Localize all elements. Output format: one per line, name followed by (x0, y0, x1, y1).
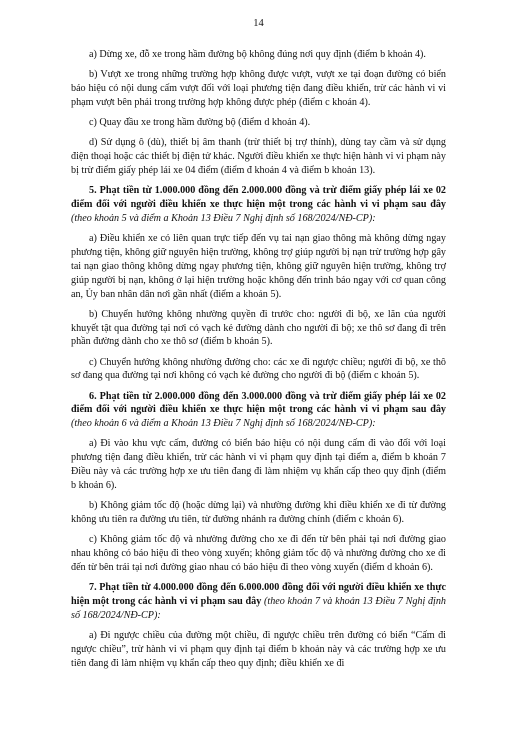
item-4b: b) Vượt xe trong những trường hợp không được vượt, vượt xe tại đoạn đường có biển báo hiệu có nội dung cấm vượt đối với loại phương tiện đang điều khiển, trừ các hành vi vi phạm vượt bên phải trong trường hợp không được phép (điểm c khoản 4). (71, 69, 446, 108)
section-5-heading (71, 184, 446, 226)
item-5b: b) Chuyển hướng không nhường quyền đi trước cho: người đi bộ, xe lăn của người khuyết tật qua đường tại nơi có vạch kẻ đường dành cho người đi bộ; xe thô sơ đang đi trên phần đường dành cho xe thô sơ (điểm b khoản 5). (71, 308, 446, 348)
page-number: 14 (253, 18, 264, 29)
item-5c: c) Chuyển hướng không nhường đường cho: các xe đi ngược chiều; người đi bộ, xe thô sơ đang qua đường tại nơi không có vạch kẻ đường cho người đi bộ (điểm c khoản 5). (71, 356, 446, 382)
item-7a: a) Đi ngược chiều của đường một chiều, đi ngược chiều trên đường có biển “Cấm đi ngược chiều”, trừ hành vi vi phạm quy định tại điểm b khoản này và các trường hợp xe ưu tiên đang đi làm nhiệm vụ khẩn cấp theo quy định; điều khiển xe đi (71, 630, 446, 669)
item-4d: d) Sử dụng ô (dù), thiết bị âm thanh (trừ thiết bị trợ thính), dùng tay cầm và sử dụng điện thoại hoặc các thiết bị điện tử khác. Người điều khiển xe thực hiện hành vi vi phạm này bị trừ điểm giấy phép lái xe 04 điểm (điểm đ khoản 4 và điểm b khoản 13). (71, 137, 446, 176)
item-6b: b) Không giảm tốc độ (hoặc dừng lại) và nhường đường khi điều khiển xe đi từ đường không ưu tiên ra đường ưu tiên, từ đường nhánh ra đường chính (điểm c khoản 6). (71, 500, 446, 526)
section-6-reference: (theo khoản 6 và điểm a Khoản 13 Điều 7 Nghị định số 168/2024/NĐ-CP): (71, 418, 376, 430)
section-5-title: 5. Phạt tiền từ 1.000.000 đồng đến 2.000.000 đồng và trừ điểm giấy phép lái xe 02 điểm đối với người điều khiển xe thực hiện một trong các hành vi vi phạm sau đây (71, 185, 446, 210)
item-6a: a) Đi vào khu vực cấm, đường có biển báo hiệu có nội dung cấm đi vào đối với loại phương tiện đang điều khiển, trừ các hành vi vi phạm quy định tại điểm a, điểm b khoản 7 Điều này và các trường hợp xe ưu tiên đang đi làm nhiệm vụ khẩn cấp theo quy định (điểm b khoản 6). (71, 438, 446, 492)
section-6-title: 6. Phạt tiền từ 2.000.000 đồng đến 3.000.000 đồng và trừ điểm giấy phép lái xe 02 điểm đối với người điều khiển xe thực hiện một trong các hành vi vi phạm sau đây (71, 390, 446, 416)
item-4a: a) Dừng xe, đỗ xe trong hầm đường bộ không đúng nơi quy định (điểm b khoản 4). (89, 49, 426, 60)
section-7-heading (71, 581, 446, 623)
item-4c: c) Quay đầu xe trong hầm đường bộ (điểm d khoản 4). (89, 117, 311, 128)
section-5-reference: (theo khoản 5 và điểm a Khoản 13 Điều 7 Nghị định số 168/2024/NĐ-CP): (71, 212, 376, 224)
item-5a: a) Điều khiển xe có liên quan trực tiếp đến vụ tai nạn giao thông mà không dừng ngay phương tiện, không giữ nguyên hiện trường, không trợ giúp người bị nạn trừ trường hợp gây tai nạn giao thông không dừng ngay phương tiện, không giữ nguyên hiện trường, không trợ giúp người bị nạn, không ở lại hiện trường hoặc không đến trình báo ngay với cơ quan công an, Ủy ban nhân dân nơi gần nhất (điểm a khoản 5). (71, 232, 446, 300)
section-7-reference: (theo khoản 7 và khoản 13 Điều 7 Nghị định số 168/2024/NĐ-CP): (71, 596, 446, 621)
item-6c: c) Không giảm tốc độ và nhường đường cho xe đi đến từ bên phải tại nơi đường giao nhau không có báo hiệu đi theo vòng xuyến; không giảm tốc độ và nhường đường cho xe đi đến từ bên trái tại nơi đường giao nhau có báo hiệu đi theo vòng xuyến (điểm d khoản 6). (71, 534, 446, 574)
section-7-title: 7. Phạt tiền từ 4.000.000 đồng đến 6.000.000 đồng đối với người điều khiển xe thực hiện một trong các hành vi vi phạm sau đây (71, 582, 446, 608)
section-6-heading (71, 390, 446, 432)
